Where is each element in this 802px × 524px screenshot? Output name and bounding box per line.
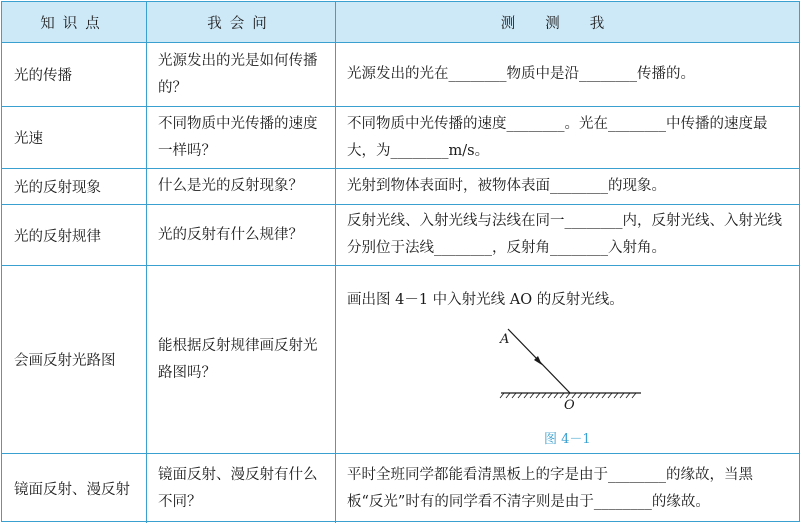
header-i-ask: 我会问 (147, 2, 336, 42)
table-header-row (2, 2, 799, 43)
topic-cell: 光的反射规律 (2, 205, 147, 265)
knowledge-table (1, 1, 800, 522)
test-cell: 不同物质中光传播的速度________。光在________中传播的速度最大，为________m/s。 (347, 115, 768, 159)
question-cell: 能根据反射规律画反射光路图吗？ (147, 266, 336, 453)
test-cell (336, 266, 799, 453)
table-row (2, 266, 799, 454)
test-cell: 光源发出的光在________物质中是沿________传播的。 (347, 66, 695, 82)
table-row (2, 107, 799, 169)
point-a-label: A (500, 332, 510, 347)
header-test-me: 测测我 (500, 15, 635, 32)
table-row (2, 169, 799, 205)
topic-cell: 光速 (2, 107, 147, 168)
figure-instruction: 画出图 4－1 中入射光线 AO 的反射光线。 (347, 292, 624, 308)
topic-cell: 光的反射现象 (2, 169, 147, 204)
question-cell: 不同物质中光传播的速度一样吗？ (147, 107, 336, 168)
question-cell: 光源发出的光是如何传播的？ (147, 43, 336, 106)
topic-cell: 镜面反射、漫反射 (2, 454, 147, 523)
reflection-diagram (486, 321, 646, 411)
point-o-label: O (564, 398, 575, 411)
test-cell: 平时全班同学都能看清黑板上的字是由于________的缘故，当黑板“反光”时有的同学看不清字则是由于________的缘故。 (347, 466, 753, 510)
table-row (2, 205, 799, 266)
question-cell: 光的反射有什么规律？ (147, 205, 336, 265)
table-row (2, 454, 799, 523)
topic-cell: 光的传播 (2, 43, 147, 106)
question-cell: 镜面反射、漫反射有什么不同？ (147, 454, 336, 523)
table-row (2, 43, 799, 107)
figure-area (336, 266, 799, 453)
test-cell: 反射光线、入射光线与法线在同一________内，反射光线、入射光线分别位于法线________，反射角________入射角。 (347, 213, 782, 256)
header-knowledge-point: 知识点 (2, 2, 147, 42)
test-cell: 光射到物体表面时，被物体表面________的现象。 (347, 178, 666, 194)
figure-caption: 图 4－1 (544, 432, 591, 447)
question-cell: 什么是光的反射现象？ (147, 169, 336, 204)
topic-cell: 会画反射光路图 (2, 266, 147, 453)
